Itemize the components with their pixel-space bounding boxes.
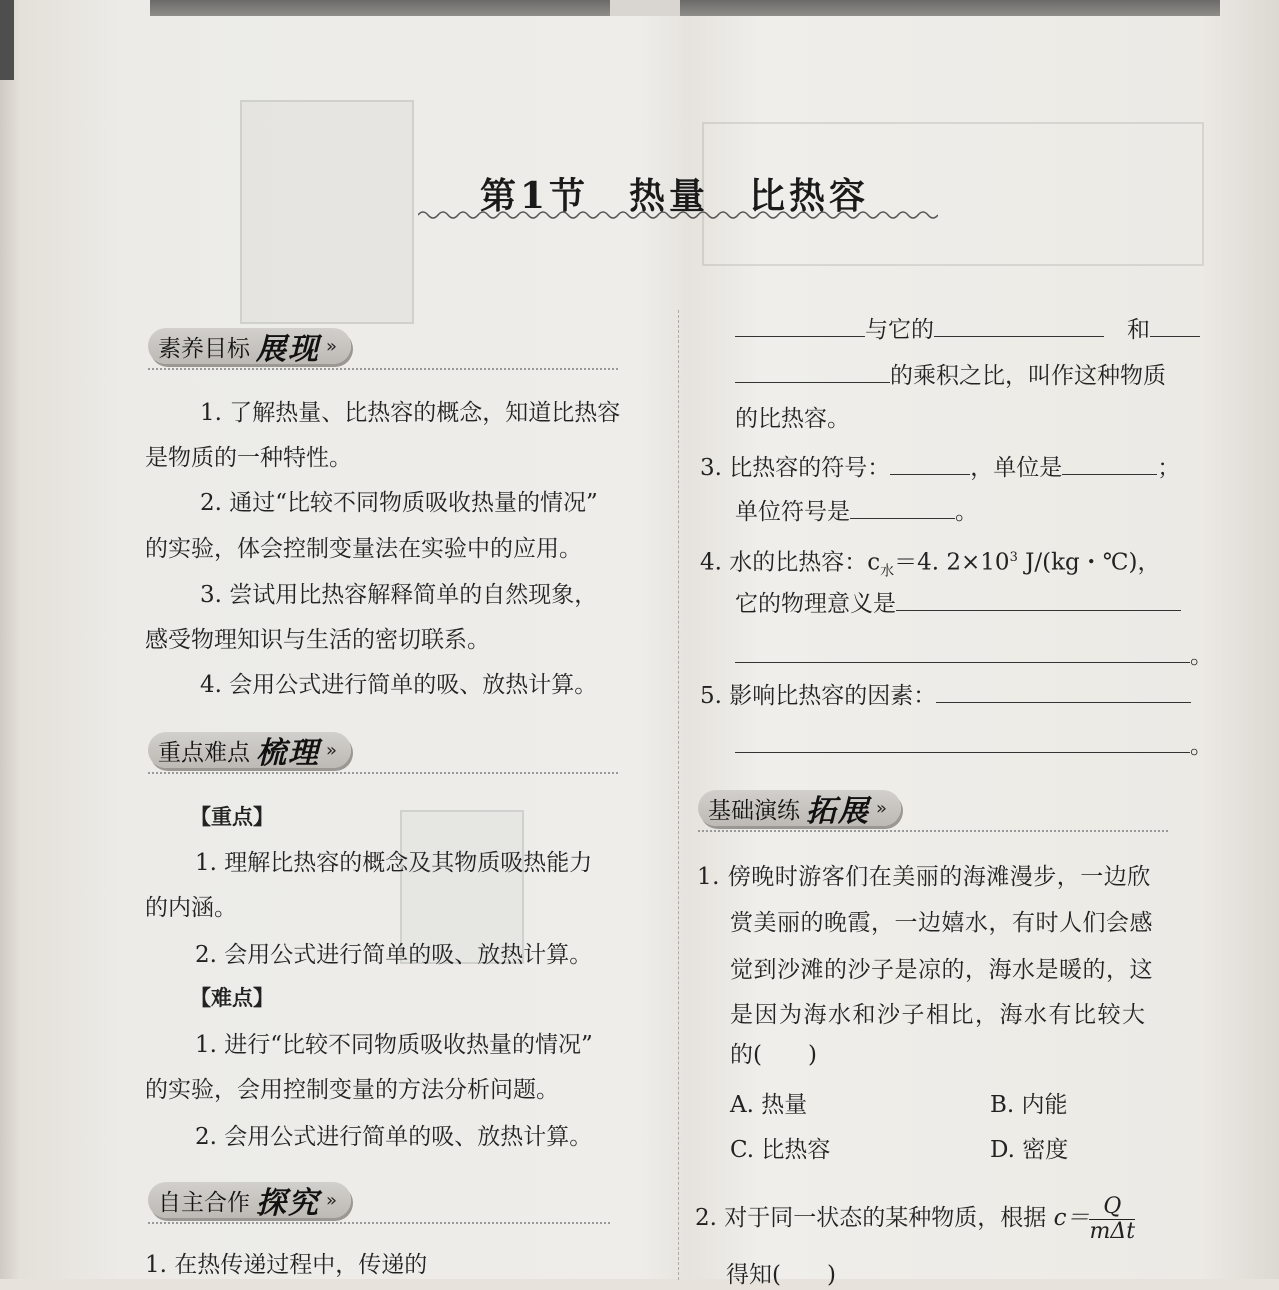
q5-text-a: 5. 影响比热容的因素： [700, 683, 937, 709]
badge-pill [698, 790, 901, 829]
goal-line: 3. 尝试用比热容解释简单的自然现象， [200, 582, 598, 608]
explore-q2-line1 [735, 314, 1200, 345]
answer-blank[interactable] [934, 314, 1104, 337]
double-chevron-icon: » [326, 335, 338, 357]
q4-text-c: J/(kg・℃)， [1017, 549, 1161, 576]
top-banner-gap [610, 0, 680, 16]
goal-line: 2. 通过“比较不同物质吸收热量的情况” [200, 490, 598, 516]
section-dotted-rule [698, 830, 1168, 832]
badge-emphasis: 拓展 [806, 794, 870, 829]
q4-text-a: 4. 水的比热容：c [700, 549, 881, 576]
q2-text-b: 和 [1127, 317, 1150, 343]
q3-text-d: 单位符号是 [735, 499, 850, 525]
page-title: 第1节 热量 比热容 [480, 175, 870, 217]
explore-q5-line1 [700, 680, 1191, 711]
answer-blank[interactable] [1062, 452, 1157, 475]
column-divider [678, 310, 679, 1280]
goal-line: 4. 会用公式进行简单的吸、放热计算。 [200, 672, 598, 698]
keypoint-line: 1. 进行“比较不同物质吸收热量的情况” [195, 1032, 593, 1058]
badge-pill [148, 1182, 351, 1221]
section-badge-goals [148, 326, 351, 366]
badge-emphasis: 梳理 [256, 736, 320, 771]
answer-blank[interactable] [890, 452, 970, 475]
answer-blank[interactable] [735, 640, 1190, 663]
section-dotted-rule [148, 772, 618, 774]
section-badge-practice [698, 788, 901, 828]
keypoint-line: 1. 理解比热容的概念及其物质吸热能力 [195, 850, 593, 876]
badge-label: 重点难点 [158, 739, 250, 766]
option-b[interactable]: B. 内能 [990, 1092, 1068, 1118]
top-banner-strip [150, 0, 1220, 16]
q5-end: 。 [1190, 733, 1213, 759]
goal-line: 的实验，体会控制变量法在实验中的应用。 [145, 536, 582, 562]
option-d[interactable]: D. 密度 [990, 1137, 1069, 1163]
badge-emphasis: 探究 [256, 1186, 320, 1221]
answer-blank[interactable] [850, 496, 955, 519]
explore-q2-line2 [735, 360, 1166, 391]
keypoint-line: 2. 会用公式进行简单的吸、放热计算。 [195, 1124, 593, 1150]
formula-denominator: mΔt [1089, 1218, 1136, 1244]
q2-text-c: 的乘积之比，叫作这种物质 [890, 363, 1166, 389]
q4-text-d: 它的物理意义是 [735, 591, 896, 617]
section-badge-keypoints [148, 730, 351, 770]
goal-line: 是物质的一种特性。 [145, 445, 352, 471]
explore-q1-start: 1. 在热传递过程中，传递的 [145, 1252, 428, 1278]
badge-pill [148, 328, 351, 367]
explore-q4-line2 [735, 588, 1181, 619]
section-badge-explore [148, 1180, 351, 1220]
q4-subscript: 水 [880, 563, 895, 580]
q3-text-c: ； [1157, 455, 1181, 481]
badge-label: 自主合作 [158, 1189, 250, 1216]
explore-q5-line2 [735, 730, 1213, 761]
q2-text-a: 与它的 [865, 317, 934, 343]
practice-q1-line: 1. 傍晚时游客们在美丽的海滩漫步，一边欣 [697, 864, 1151, 890]
answer-blank[interactable] [896, 588, 1181, 611]
badge-emphasis: 展现 [256, 332, 320, 367]
badge-label: 基础演练 [708, 797, 800, 824]
q2-stem: 2. 对于同一状态的某种物质，根据 [695, 1205, 1047, 1231]
nandian-label: 【难点】 [190, 985, 274, 1010]
answer-blank[interactable] [936, 680, 1191, 703]
answer-blank[interactable] [1150, 314, 1200, 337]
answer-blank[interactable] [735, 360, 890, 383]
badge-label: 素养目标 [158, 335, 250, 362]
double-chevron-icon: » [326, 739, 338, 761]
binding-edge [0, 0, 14, 80]
q3-text-a: 3. 比热容的符号： [700, 455, 891, 481]
formula-fraction [1089, 1195, 1135, 1244]
practice-q2-line1 [695, 1188, 1135, 1248]
badge-pill [148, 732, 351, 771]
bleed-through-image [240, 100, 414, 324]
double-chevron-icon: » [876, 797, 888, 819]
q3-text-e: 。 [955, 499, 978, 525]
q4-text-b: ＝4. 2×10 [894, 549, 1010, 576]
goal-line: 1. 了解热量、比热容的概念，知道比热容 [200, 400, 621, 426]
goal-line: 感受物理知识与生活的密切联系。 [145, 627, 490, 653]
explore-q4-line1 [700, 543, 1160, 586]
section-dotted-rule [148, 368, 618, 370]
option-c[interactable]: C. 比热容 [730, 1137, 831, 1163]
formula-lhs: c＝ [1053, 1205, 1090, 1231]
section-dotted-rule [148, 1222, 610, 1224]
q4-end: 。 [1190, 643, 1213, 669]
option-a[interactable]: A. 热量 [730, 1092, 808, 1118]
explore-q2-line3: 的比热容。 [735, 406, 850, 432]
practice-q1-line: 是因为海水和沙子相比，海水有比较大 [730, 1002, 1147, 1028]
practice-q1-line: 觉到沙滩的沙子是凉的，海水是暖的，这 [730, 957, 1153, 983]
answer-blank[interactable] [735, 730, 1190, 753]
q3-text-b: ，单位是 [970, 455, 1063, 481]
explore-q3-line1 [700, 452, 1180, 483]
double-chevron-icon: » [326, 1189, 338, 1211]
title-underline-wave [418, 208, 938, 222]
answer-blank[interactable] [735, 314, 865, 337]
keypoint-line: 的实验，会用控制变量的方法分析问题。 [145, 1077, 559, 1103]
explore-q4-line3 [735, 640, 1213, 671]
practice-q1-line: 的( ) [730, 1042, 817, 1068]
keypoint-line: 的内涵。 [145, 895, 237, 921]
practice-q1-line: 赏美丽的晚霞，一边嬉水，有时人们会感 [730, 910, 1153, 936]
zhongdian-label: 【重点】 [190, 804, 274, 829]
keypoint-line: 2. 会用公式进行简单的吸、放热计算。 [195, 942, 593, 968]
practice-q2-line2: 得知( ) [726, 1262, 836, 1288]
explore-q3-line2 [735, 496, 978, 527]
q4-superscript: 3 [1009, 550, 1018, 565]
formula-numerator: Q [1089, 1195, 1135, 1220]
